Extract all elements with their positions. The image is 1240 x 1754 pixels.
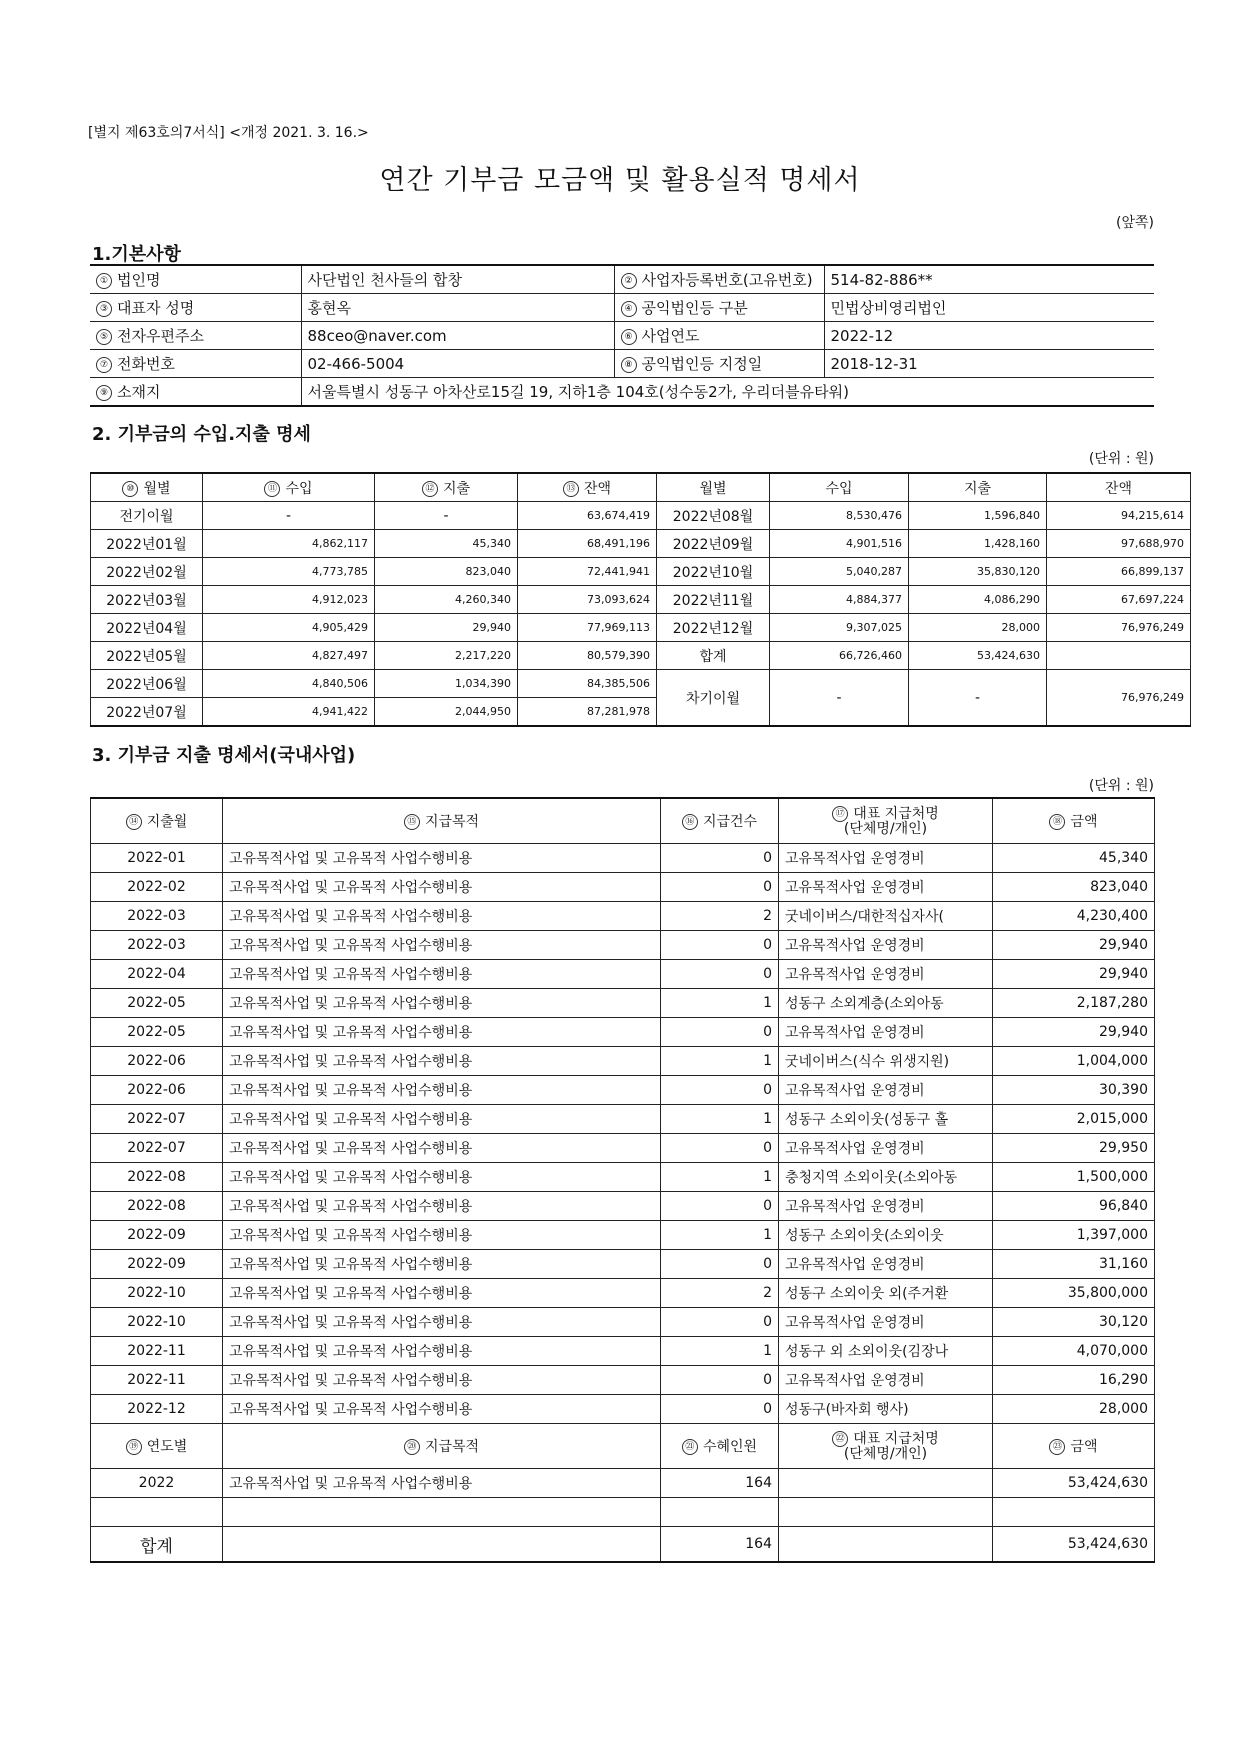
expense-cell: 28,000 bbox=[909, 614, 1047, 642]
recipient-name: 고유목적사업 운영경비 bbox=[779, 1018, 993, 1047]
pay-count: 0 bbox=[661, 1076, 779, 1105]
pay-count: 0 bbox=[661, 1192, 779, 1221]
expenditure-row bbox=[91, 1163, 1155, 1192]
pay-amount: 1,004,000 bbox=[993, 1047, 1155, 1076]
recipient-name: 성동구 소외이웃(소외이웃 bbox=[779, 1221, 993, 1250]
pay-count: 0 bbox=[661, 931, 779, 960]
recipient-name: 충청지역 소외이웃(소외아동 bbox=[779, 1163, 993, 1192]
address-row bbox=[90, 378, 1154, 407]
pay-month: 2022-11 bbox=[91, 1337, 223, 1366]
pay-month: 2022-02 bbox=[91, 873, 223, 902]
income-expense-row bbox=[91, 614, 1191, 642]
header-recipient-sub: (단체명/개인) bbox=[843, 821, 928, 837]
circled-number: ㉒ bbox=[832, 1431, 848, 1447]
basic-info-table bbox=[90, 264, 1154, 407]
month-cell: 차기이월 bbox=[657, 670, 770, 727]
recipient-name: 성동구(바자회 행사) bbox=[779, 1395, 993, 1424]
expenditure-row bbox=[91, 844, 1155, 873]
pay-count: 0 bbox=[661, 960, 779, 989]
header-income: 수입 bbox=[285, 480, 313, 497]
expenditure-row bbox=[91, 1076, 1155, 1105]
pay-purpose: 고유목적사업 및 고유목적 사업수행비용 bbox=[223, 844, 661, 873]
income-cell: 4,941,422 bbox=[203, 698, 375, 727]
pay-count: 0 bbox=[661, 1250, 779, 1279]
recipient-name: 고유목적사업 운영경비 bbox=[779, 1076, 993, 1105]
balance-cell: 73,093,624 bbox=[518, 586, 657, 614]
circled-number: ⑪ bbox=[264, 481, 280, 497]
pay-amount: 30,390 bbox=[993, 1076, 1155, 1105]
income-cell: - bbox=[770, 670, 909, 727]
pay-count: 0 bbox=[661, 1308, 779, 1337]
pay-amount: 4,070,000 bbox=[993, 1337, 1155, 1366]
info-value: 2022-12 bbox=[824, 322, 1154, 350]
month-cell: 2022년05월 bbox=[91, 642, 203, 670]
pay-purpose: 고유목적사업 및 고유목적 사업수행비용 bbox=[223, 1192, 661, 1221]
pay-month: 2022-10 bbox=[91, 1308, 223, 1337]
expense-cell: 45,340 bbox=[375, 530, 518, 558]
total-recipient bbox=[779, 1527, 993, 1563]
circled-number: ⑨ bbox=[96, 385, 112, 401]
expense-cell: - bbox=[909, 670, 1047, 727]
info-value: 홍현옥 bbox=[301, 294, 614, 322]
recipient-name: 성동구 외 소외이웃(김장나 bbox=[779, 1337, 993, 1366]
pay-purpose: 고유목적사업 및 고유목적 사업수행비용 bbox=[223, 1047, 661, 1076]
pay-count: 1 bbox=[661, 1163, 779, 1192]
info-value: 02-466-5004 bbox=[301, 350, 614, 378]
info-label-text: 공익법인등 지정일 bbox=[641, 355, 763, 373]
pay-purpose: 고유목적사업 및 고유목적 사업수행비용 bbox=[223, 1308, 661, 1337]
recipient-name: 고유목적사업 운영경비 bbox=[779, 1192, 993, 1221]
pay-amount: 31,160 bbox=[993, 1250, 1155, 1279]
pay-amount: 29,950 bbox=[993, 1134, 1155, 1163]
expenditure-row bbox=[91, 1047, 1155, 1076]
header-month: 월별 bbox=[143, 480, 171, 497]
circled-number: ⑧ bbox=[621, 357, 637, 373]
expense-cell: 29,940 bbox=[375, 614, 518, 642]
header-amount: 금액 bbox=[1070, 1439, 1098, 1455]
income-cell: - bbox=[203, 502, 375, 530]
expenditure-row bbox=[91, 1018, 1155, 1047]
pay-count: 2 bbox=[661, 902, 779, 931]
info-value: 2018-12-31 bbox=[824, 350, 1154, 378]
month-cell: 2022년11월 bbox=[657, 586, 770, 614]
recipient-name: 굿네이버스(식수 위생지원) bbox=[779, 1047, 993, 1076]
income-cell: 4,912,023 bbox=[203, 586, 375, 614]
pay-purpose: 고유목적사업 및 고유목적 사업수행비용 bbox=[223, 1163, 661, 1192]
recipient-name: 고유목적사업 운영경비 bbox=[779, 844, 993, 873]
total-amount: 53,424,630 bbox=[993, 1527, 1155, 1563]
yearly-beneficiaries: 164 bbox=[661, 1469, 779, 1498]
circled-number: ⑭ bbox=[126, 814, 142, 830]
month-cell: 2022년10월 bbox=[657, 558, 770, 586]
pay-amount: 35,800,000 bbox=[993, 1279, 1155, 1308]
pay-count: 1 bbox=[661, 1105, 779, 1134]
month-cell: 2022년08월 bbox=[657, 502, 770, 530]
header-beneficiaries: 수혜인원 bbox=[702, 1439, 758, 1455]
income-expense-row bbox=[91, 670, 1191, 698]
expense-cell: 4,260,340 bbox=[375, 586, 518, 614]
info-label-text: 전화번호 bbox=[117, 355, 175, 373]
pay-purpose: 고유목적사업 및 고유목적 사업수행비용 bbox=[223, 1105, 661, 1134]
pay-month: 2022-06 bbox=[91, 1076, 223, 1105]
header-recipient: 대표 지급처명 bbox=[853, 806, 939, 822]
pay-amount: 28,000 bbox=[993, 1395, 1155, 1424]
circled-number: ⑦ bbox=[96, 357, 112, 373]
pay-month: 2022-12 bbox=[91, 1395, 223, 1424]
expenditure-row bbox=[91, 1308, 1155, 1337]
income-cell: 4,884,377 bbox=[770, 586, 909, 614]
balance-cell: 68,491,196 bbox=[518, 530, 657, 558]
pay-count: 1 bbox=[661, 1337, 779, 1366]
section2-unit: (단위 : 원) bbox=[1088, 451, 1154, 467]
income-cell: 4,901,516 bbox=[770, 530, 909, 558]
month-cell: 2022년03월 bbox=[91, 586, 203, 614]
income-expense-row bbox=[91, 586, 1191, 614]
header-income-right: 수입 bbox=[770, 473, 909, 502]
income-expense-row bbox=[91, 530, 1191, 558]
recipient-name: 고유목적사업 운영경비 bbox=[779, 1308, 993, 1337]
pay-amount: 29,940 bbox=[993, 1018, 1155, 1047]
pay-month: 2022-04 bbox=[91, 960, 223, 989]
yearly-year: 2022 bbox=[91, 1469, 223, 1498]
total-purpose bbox=[223, 1527, 661, 1563]
expense-cell: 1,428,160 bbox=[909, 530, 1047, 558]
expenditure-row bbox=[91, 902, 1155, 931]
month-cell: 2022년04월 bbox=[91, 614, 203, 642]
yearly-purpose: 고유목적사업 및 고유목적 사업수행비용 bbox=[223, 1469, 661, 1498]
month-cell: 2022년09월 bbox=[657, 530, 770, 558]
info-label bbox=[614, 322, 824, 350]
circled-number: ⑫ bbox=[422, 481, 438, 497]
recipient-name: 고유목적사업 운영경비 bbox=[779, 873, 993, 902]
expenditure-row bbox=[91, 931, 1155, 960]
recipient-name: 고유목적사업 운영경비 bbox=[779, 960, 993, 989]
yearly-header bbox=[91, 1424, 1155, 1469]
circled-number: ⑱ bbox=[1049, 814, 1065, 830]
pay-count: 0 bbox=[661, 1134, 779, 1163]
expenditure-row bbox=[91, 1221, 1155, 1250]
pay-amount: 4,230,400 bbox=[993, 902, 1155, 931]
info-label-text: 법인명 bbox=[117, 271, 161, 289]
info-label-text: 사업연도 bbox=[641, 327, 700, 345]
balance-cell: 63,674,419 bbox=[518, 502, 657, 530]
circled-number: ⑮ bbox=[404, 814, 420, 830]
income-expense-row bbox=[91, 642, 1191, 670]
yearly-recipient bbox=[779, 1469, 993, 1498]
info-label bbox=[614, 294, 824, 322]
pay-purpose: 고유목적사업 및 고유목적 사업수행비용 bbox=[223, 1250, 661, 1279]
yearly-amount: 53,424,630 bbox=[993, 1469, 1155, 1498]
header-purpose: 지급목적 bbox=[424, 814, 480, 830]
pay-month: 2022-05 bbox=[91, 989, 223, 1018]
info-label bbox=[90, 322, 301, 350]
info-value: 88ceo@naver.com bbox=[301, 322, 614, 350]
info-value: 민법상비영리법인 bbox=[824, 294, 1154, 322]
circled-number: ⑰ bbox=[832, 806, 848, 822]
income-cell: 9,307,025 bbox=[770, 614, 909, 642]
expense-cell: - bbox=[375, 502, 518, 530]
expense-cell: 35,830,120 bbox=[909, 558, 1047, 586]
expenditure-detail-table bbox=[90, 797, 1155, 1563]
pay-purpose: 고유목적사업 및 고유목적 사업수행비용 bbox=[223, 1366, 661, 1395]
pay-month: 2022-01 bbox=[91, 844, 223, 873]
pay-purpose: 고유목적사업 및 고유목적 사업수행비용 bbox=[223, 1018, 661, 1047]
expenditure-row bbox=[91, 989, 1155, 1018]
expenditure-row bbox=[91, 1134, 1155, 1163]
pay-count: 0 bbox=[661, 1018, 779, 1047]
expense-cell: 1,034,390 bbox=[375, 670, 518, 698]
pay-purpose: 고유목적사업 및 고유목적 사업수행비용 bbox=[223, 931, 661, 960]
page-side-label: (앞쪽) bbox=[1116, 215, 1154, 231]
info-label-text: 대표자 성명 bbox=[117, 299, 195, 317]
balance-cell: 76,976,249 bbox=[1047, 614, 1191, 642]
address-value: 서울특별시 성동구 아차산로15길 19, 지하1층 104호(성수동2가, 우리더블유타워) bbox=[301, 378, 1154, 407]
pay-count: 0 bbox=[661, 844, 779, 873]
address-label-text: 소재지 bbox=[117, 383, 161, 401]
pay-count: 2 bbox=[661, 1279, 779, 1308]
expense-cell: 53,424,630 bbox=[909, 642, 1047, 670]
circled-number: ③ bbox=[96, 301, 112, 317]
balance-cell: 94,215,614 bbox=[1047, 502, 1191, 530]
info-label bbox=[90, 350, 301, 378]
section1-heading: 1.기본사항 bbox=[92, 244, 181, 265]
info-label-text: 공익법인등 구분 bbox=[641, 299, 748, 317]
pay-month: 2022-05 bbox=[91, 1018, 223, 1047]
header-count: 지급건수 bbox=[702, 814, 758, 830]
expenditure-row bbox=[91, 1105, 1155, 1134]
expense-cell: 823,040 bbox=[375, 558, 518, 586]
income-cell: 5,040,287 bbox=[770, 558, 909, 586]
recipient-name: 고유목적사업 운영경비 bbox=[779, 1134, 993, 1163]
pay-amount: 2,187,280 bbox=[993, 989, 1155, 1018]
pay-count: 0 bbox=[661, 1366, 779, 1395]
section2-heading: 2. 기부금의 수입.지출 명세 bbox=[92, 424, 311, 445]
circled-number: ⑯ bbox=[682, 814, 698, 830]
header-expense-right: 지출 bbox=[909, 473, 1047, 502]
pay-month: 2022-09 bbox=[91, 1250, 223, 1279]
info-value: 사단법인 천사들의 합창 bbox=[301, 265, 614, 294]
pay-month: 2022-03 bbox=[91, 931, 223, 960]
balance-cell: 97,688,970 bbox=[1047, 530, 1191, 558]
income-cell: 4,840,506 bbox=[203, 670, 375, 698]
expenditure-row bbox=[91, 1366, 1155, 1395]
expense-cell: 4,086,290 bbox=[909, 586, 1047, 614]
circled-number: ㉑ bbox=[682, 1439, 698, 1455]
circled-number: ㉓ bbox=[1049, 1439, 1065, 1455]
pay-amount: 1,397,000 bbox=[993, 1221, 1155, 1250]
expenditure-row bbox=[91, 1395, 1155, 1424]
month-cell: 2022년06월 bbox=[91, 670, 203, 698]
info-label bbox=[614, 350, 824, 378]
header-recipient-sub: (단체명/개인) bbox=[843, 1446, 928, 1462]
expense-cell: 2,044,950 bbox=[375, 698, 518, 727]
pay-purpose: 고유목적사업 및 고유목적 사업수행비용 bbox=[223, 902, 661, 931]
header-expense: 지출 bbox=[442, 480, 471, 497]
header-purpose: 지급목적 bbox=[424, 1439, 480, 1455]
header-recipient: 대표 지급처명 bbox=[853, 1431, 939, 1447]
pay-amount: 16,290 bbox=[993, 1366, 1155, 1395]
pay-month: 2022-07 bbox=[91, 1134, 223, 1163]
pay-purpose: 고유목적사업 및 고유목적 사업수행비용 bbox=[223, 873, 661, 902]
balance-cell: 84,385,506 bbox=[518, 670, 657, 698]
expense-cell: 2,217,220 bbox=[375, 642, 518, 670]
circled-number: ④ bbox=[621, 301, 637, 317]
income-expense-row bbox=[91, 558, 1191, 586]
pay-month: 2022-06 bbox=[91, 1047, 223, 1076]
pay-amount: 30,120 bbox=[993, 1308, 1155, 1337]
info-label bbox=[614, 265, 824, 294]
circled-number: ⑬ bbox=[563, 481, 579, 497]
pay-purpose: 고유목적사업 및 고유목적 사업수행비용 bbox=[223, 989, 661, 1018]
circled-number: ② bbox=[621, 273, 637, 289]
info-label bbox=[90, 294, 301, 322]
recipient-name: 성동구 소외이웃 외(주거환 bbox=[779, 1279, 993, 1308]
pay-month: 2022-08 bbox=[91, 1192, 223, 1221]
month-cell: 2022년01월 bbox=[91, 530, 203, 558]
basic-info-row bbox=[90, 294, 1154, 322]
pay-purpose: 고유목적사업 및 고유목적 사업수행비용 bbox=[223, 1134, 661, 1163]
header-year: 연도별 bbox=[146, 1439, 188, 1455]
info-label-text: 사업자등록번호(고유번호) bbox=[641, 271, 813, 289]
income-cell: 4,905,429 bbox=[203, 614, 375, 642]
balance-cell: 80,579,390 bbox=[518, 642, 657, 670]
month-cell: 2022년02월 bbox=[91, 558, 203, 586]
balance-cell: 76,976,249 bbox=[1047, 670, 1191, 727]
pay-month: 2022-07 bbox=[91, 1105, 223, 1134]
pay-amount: 96,840 bbox=[993, 1192, 1155, 1221]
info-value: 514-82-886** bbox=[824, 265, 1154, 294]
blank-row bbox=[91, 1498, 1155, 1527]
pay-month: 2022-08 bbox=[91, 1163, 223, 1192]
income-cell: 4,827,497 bbox=[203, 642, 375, 670]
balance-cell: 66,899,137 bbox=[1047, 558, 1191, 586]
circled-number: ⑥ bbox=[621, 329, 637, 345]
pay-purpose: 고유목적사업 및 고유목적 사업수행비용 bbox=[223, 960, 661, 989]
month-cell: 합계 bbox=[657, 642, 770, 670]
total-row bbox=[91, 1527, 1155, 1563]
header-balance: 잔액 bbox=[583, 480, 612, 497]
income-expense-header bbox=[91, 473, 1191, 502]
expenditure-row bbox=[91, 1250, 1155, 1279]
circled-number: ⑳ bbox=[404, 1439, 420, 1455]
recipient-name: 굿네이버스/대한적십자사( bbox=[779, 902, 993, 931]
pay-count: 0 bbox=[661, 873, 779, 902]
month-cell: 전기이월 bbox=[91, 502, 203, 530]
pay-month: 2022-03 bbox=[91, 902, 223, 931]
circled-number: ⑤ bbox=[96, 329, 112, 345]
header-amount: 금액 bbox=[1070, 814, 1098, 830]
circled-number: ① bbox=[96, 273, 112, 289]
balance-cell: 67,697,224 bbox=[1047, 586, 1191, 614]
pay-purpose: 고유목적사업 및 고유목적 사업수행비용 bbox=[223, 1337, 661, 1366]
basic-info-row bbox=[90, 265, 1154, 294]
recipient-name: 성동구 소외이웃(성동구 홀 bbox=[779, 1105, 993, 1134]
document-title: 연간 기부금 모금액 및 활용실적 명세서 bbox=[379, 165, 861, 196]
pay-purpose: 고유목적사업 및 고유목적 사업수행비용 bbox=[223, 1076, 661, 1105]
section3-unit: (단위 : 원) bbox=[1088, 778, 1154, 794]
pay-amount: 29,940 bbox=[993, 960, 1155, 989]
pay-count: 0 bbox=[661, 1395, 779, 1424]
pay-amount: 29,940 bbox=[993, 931, 1155, 960]
expense-cell: 1,596,840 bbox=[909, 502, 1047, 530]
expenditure-row bbox=[91, 960, 1155, 989]
info-label bbox=[90, 265, 301, 294]
total-label: 합계 bbox=[91, 1527, 223, 1563]
expenditure-row bbox=[91, 1192, 1155, 1221]
circled-number: ⑩ bbox=[122, 481, 138, 497]
balance-cell bbox=[1047, 642, 1191, 670]
pay-month: 2022-11 bbox=[91, 1366, 223, 1395]
recipient-name: 성동구 소외계층(소외아동 bbox=[779, 989, 993, 1018]
balance-cell: 72,441,941 bbox=[518, 558, 657, 586]
pay-amount: 1,500,000 bbox=[993, 1163, 1155, 1192]
info-label-text: 전자우편주소 bbox=[117, 327, 204, 345]
pay-count: 1 bbox=[661, 1221, 779, 1250]
form-number: [별지 제63호의7서식] <개정 2021. 3. 16.> bbox=[88, 125, 369, 141]
recipient-name: 고유목적사업 운영경비 bbox=[779, 1366, 993, 1395]
header-month-right: 월별 bbox=[657, 473, 770, 502]
pay-amount: 45,340 bbox=[993, 844, 1155, 873]
month-cell: 2022년07월 bbox=[91, 698, 203, 727]
header-balance-right: 잔액 bbox=[1047, 473, 1191, 502]
pay-month: 2022-09 bbox=[91, 1221, 223, 1250]
income-cell: 4,862,117 bbox=[203, 530, 375, 558]
pay-count: 1 bbox=[661, 989, 779, 1018]
income-expense-row bbox=[91, 502, 1191, 530]
expenditure-row bbox=[91, 1337, 1155, 1366]
balance-cell: 87,281,978 bbox=[518, 698, 657, 727]
header-pay-month: 지출월 bbox=[146, 814, 188, 830]
pay-count: 1 bbox=[661, 1047, 779, 1076]
income-cell: 66,726,460 bbox=[770, 642, 909, 670]
basic-info-row bbox=[90, 322, 1154, 350]
income-cell: 8,530,476 bbox=[770, 502, 909, 530]
total-beneficiaries: 164 bbox=[661, 1527, 779, 1563]
circled-number: ⑲ bbox=[126, 1439, 142, 1455]
income-expense-table bbox=[90, 472, 1191, 727]
expenditure-header bbox=[91, 798, 1155, 844]
yearly-row bbox=[91, 1469, 1155, 1498]
pay-amount: 2,015,000 bbox=[993, 1105, 1155, 1134]
address-label bbox=[90, 378, 301, 407]
income-cell: 4,773,785 bbox=[203, 558, 375, 586]
recipient-name: 고유목적사업 운영경비 bbox=[779, 931, 993, 960]
recipient-name: 고유목적사업 운영경비 bbox=[779, 1250, 993, 1279]
pay-month: 2022-10 bbox=[91, 1279, 223, 1308]
basic-info-row bbox=[90, 350, 1154, 378]
pay-amount: 823,040 bbox=[993, 873, 1155, 902]
expenditure-row bbox=[91, 1279, 1155, 1308]
pay-purpose: 고유목적사업 및 고유목적 사업수행비용 bbox=[223, 1395, 661, 1424]
pay-purpose: 고유목적사업 및 고유목적 사업수행비용 bbox=[223, 1221, 661, 1250]
balance-cell: 77,969,113 bbox=[518, 614, 657, 642]
expenditure-row bbox=[91, 873, 1155, 902]
section3-heading: 3. 기부금 지출 명세서(국내사업) bbox=[92, 745, 356, 766]
month-cell: 2022년12월 bbox=[657, 614, 770, 642]
pay-purpose: 고유목적사업 및 고유목적 사업수행비용 bbox=[223, 1279, 661, 1308]
